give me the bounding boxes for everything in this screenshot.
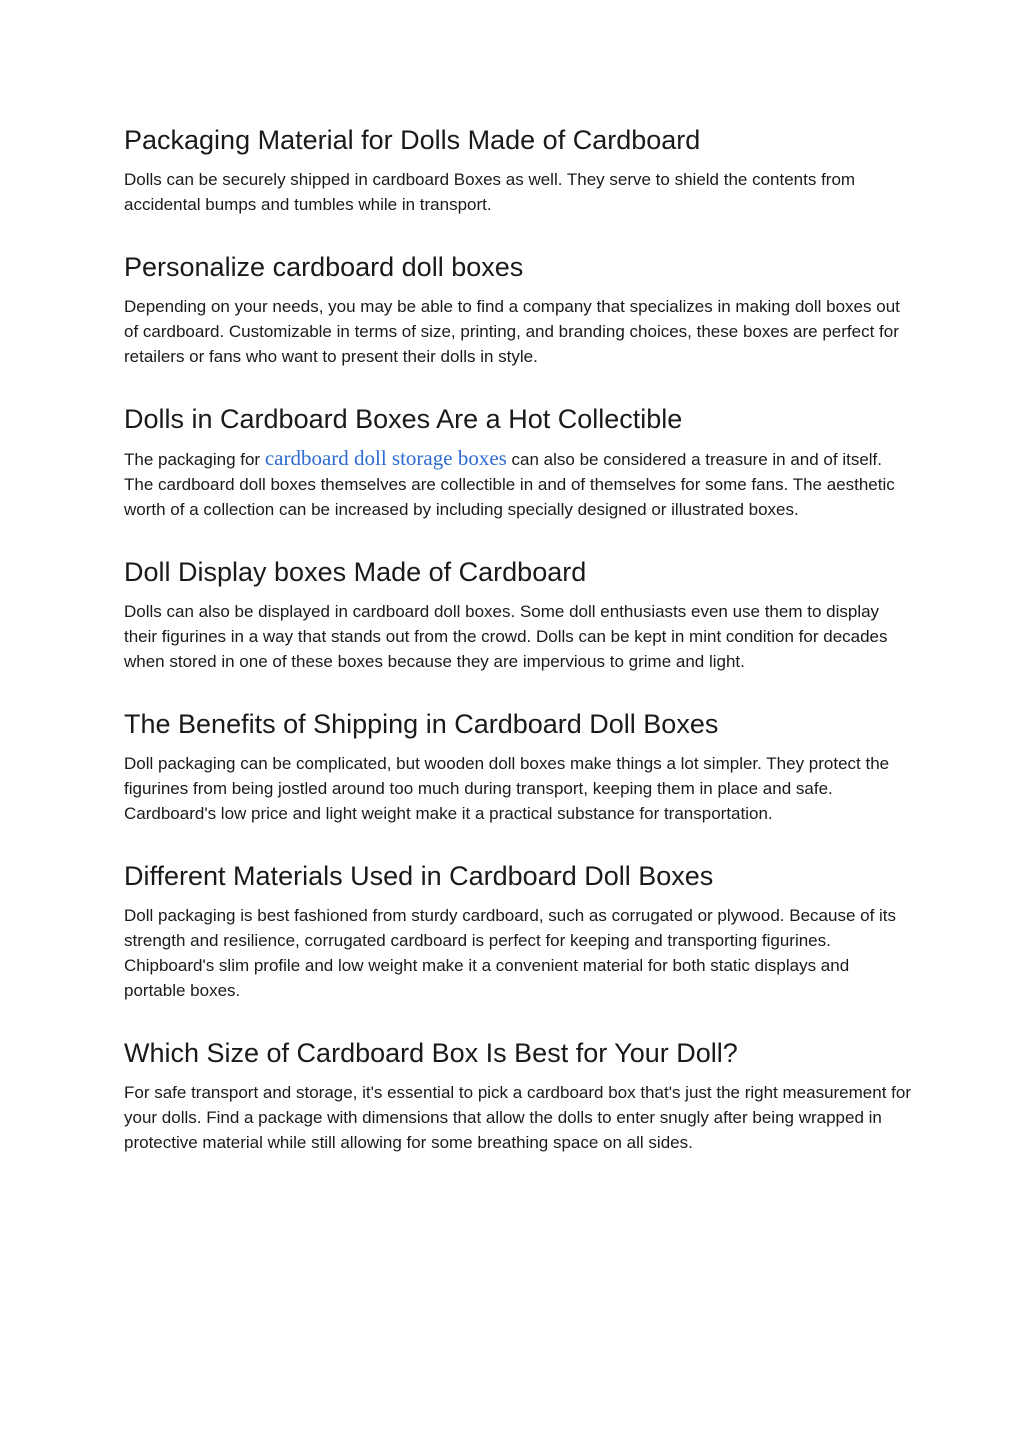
section-heading: The Benefits of Shipping in Cardboard Doll Boxes	[124, 709, 719, 739]
section-heading: Packaging Material for Dolls Made of Cardboard	[124, 125, 701, 155]
section-heading: Personalize cardboard doll boxes	[124, 252, 524, 282]
section-packaging-material	[124, 122, 914, 217]
section-heading: Dolls in Cardboard Boxes Are a Hot Collectible	[124, 404, 683, 434]
section-paragraph: Doll packaging is best fashioned from sturdy cardboard, such as corrugated or plywood. Because of its strength and resilience, corrugated cardboard is perfect for keeping and transporting figurines. Chipboard's slim profile and low weight make it a convenient material for both static displays and portable boxes.	[124, 906, 897, 1000]
paragraph-text-before-link: The packaging for	[124, 450, 265, 469]
section-heading: Which Size of Cardboard Box Is Best for Your Doll?	[124, 1038, 738, 1068]
section-heading: Different Materials Used in Cardboard Doll Boxes	[124, 861, 714, 891]
section-personalize	[124, 249, 914, 369]
section-paragraph	[124, 446, 914, 522]
section-box-size	[124, 1035, 914, 1155]
cardboard-doll-storage-boxes-link[interactable]: cardboard doll storage boxes	[264, 446, 507, 470]
section-paragraph: Depending on your needs, you may be able to find a company that specializes in making doll boxes out of cardboard. Customizable in terms of size, printing, and branding choices, these boxes are perfect for retailers or fans who want to present their dolls in style.	[124, 297, 900, 366]
section-paragraph: Doll packaging can be complicated, but wooden doll boxes make things a lot simpler. They protect the figurines from being jostled around too much during transport, keeping them in place and safe. Cardboard's low price and light weight make it a practical substance for transportation.	[124, 754, 890, 823]
paragraph-text-after-link: can also be considered a treasure in and of itself. The cardboard doll boxes themselves are collectible in and of themselves for some fans. The aesthetic worth of a collection can be increased by including specially designed or illustrated boxes.	[124, 450, 895, 519]
section-paragraph: For safe transport and storage, it's essential to pick a cardboard box that's just the right measurement for your dolls. Find a package with dimensions that allow the dolls to enter snugly after being wrapped in protective material while still allowing for some breathing space on all sides.	[124, 1083, 911, 1152]
section-shipping-benefits	[124, 706, 914, 826]
section-paragraph: Dolls can also be displayed in cardboard doll boxes. Some doll enthusiasts even use them to display their figurines in a way that stands out from the crowd. Dolls can be kept in mint condition for decades when stored in one of these boxes because they are impervious to grime and light.	[124, 602, 888, 671]
section-paragraph: Dolls can be securely shipped in cardboard Boxes as well. They serve to shield the contents from accidental bumps and tumbles while in transport.	[124, 170, 856, 214]
section-materials	[124, 858, 914, 1003]
section-heading: Doll Display boxes Made of Cardboard	[124, 557, 587, 587]
document-page	[124, 122, 914, 1155]
section-display-boxes	[124, 554, 914, 674]
section-hot-collectible	[124, 401, 914, 522]
